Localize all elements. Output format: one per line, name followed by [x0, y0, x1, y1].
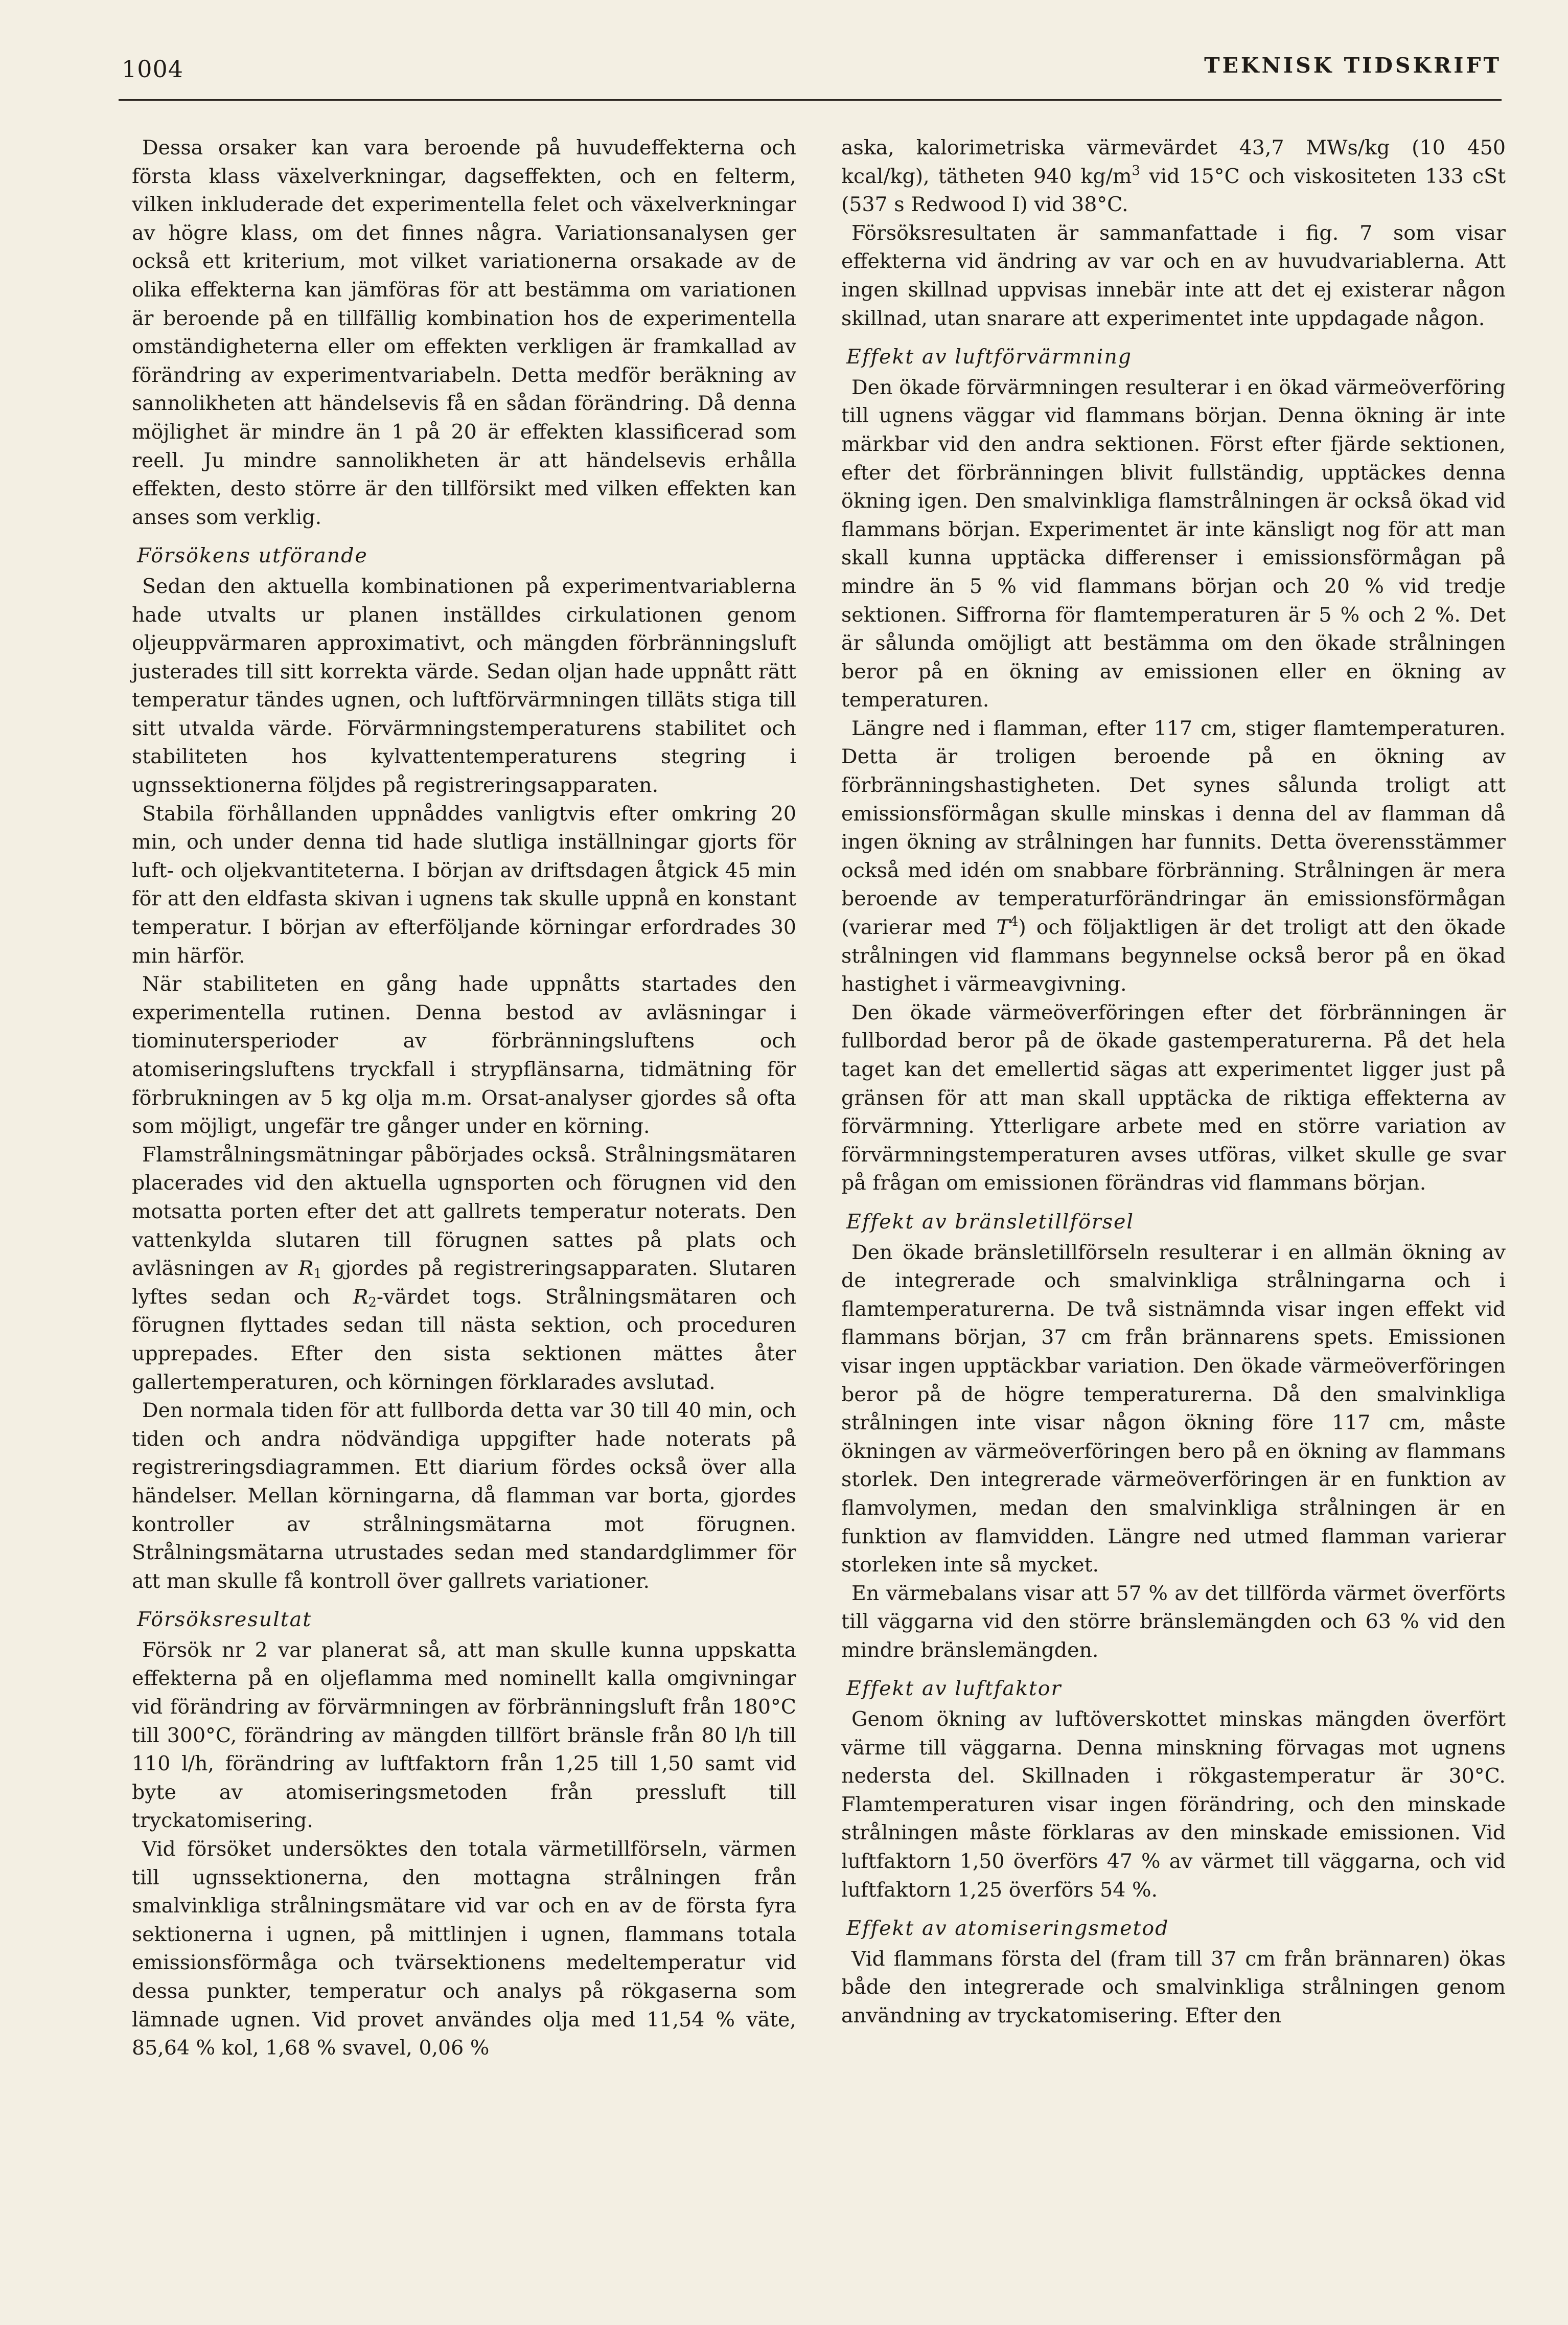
- superscript: 3: [1132, 163, 1140, 178]
- text-run: -värdet togs. Strålningsmätaren och förugnen flyttades sedan till nästa sektion, och proceduren upprepades. Efter den sista sektionen mättes åter gallertemperaturen, och körningen förklarades avslutad.: [132, 1285, 796, 1394]
- paragraph: När stabiliteten en gång hade uppnåtts startades den experimentella rutinen. Denna bestod av avläsningar i tiominutersperioder av förbränningsluftens och atomiseringsluftens tryckfall i strypflänsarna, tidmätning för förbrukningen av 5 kg olja m.m. Orsat-analyser gjordes så ofta som möjligt, ungefär tre gånger under en körning.: [132, 972, 796, 1138]
- intro-paragraph: Dessa orsaker kan vara beroende på huvudeffekterna och första klass växelverkningar, dagseffekten, och en felterm, vilken inkluderade det experimentella felet och växelverkningar av högre klass, om det finnes några. Variationsanalysen ger också ett kriterium, mot vilket variationerna orsakade av de olika effekterna kan jämföras för att bestämma om variationen är beroende på en tillfällig kombination hos de experimentella omständigheterna eller om effekten verkligen är framkallad av förändring av experimentvariabeln. Detta medför beräkning av sannolikheten att händelsevis få en sådan förändring. Då denna möjlighet är mindre än 1 på 20 är effekten klassificerad som reell. Ju mindre sannolikheten är att händelsevis erhålla effekten, desto större är den tillförsikt med vilken effekten kan anses som verklig.: [132, 136, 796, 529]
- paragraph: Den ökade bränsletillförseln resulterar i en allmän ökning av de integrerade och smalvinkliga strålningarna och i flamtemperaturerna. De två sistnämnda visar ingen effekt vid flammans början, 37 cm från brännarens spets. Emissionen visar ingen upptäckbar variation. Den ökade värmeöverföringen beror på de högre temperaturerna. Då den smalvinkliga strålningen inte visar någon ökning före 117 cm, måste ökningen av värmeöverföringen bero på en ökning av flammans storlek. Den integrerade värmeöverföringen är en funktion av flamvolymen, medan den smalvinkliga strålningen är en funktion av flamvidden. Längre ned utmed flamman varierar storleken inte så mycket.: [841, 1240, 1506, 1577]
- paragraph: Den ökade förvärmningen resulterar i en ökad värmeöverföring till ugnens väggar vid flammans början. Denna ökning är inte märkbar vid den andra sektionen. Först efter fjärde sektionen, efter det förbränningen blivit fullständig, upptäckes denna ökning igen. Den smalvinkliga flamstrålningen är också ökad vid flammans början. Experimentet är inte känsligt nog för att man skall kunna upptäcka differenser i emissionsförmågan på mindre än 5 % vid flammans början och 20 % vid tredje sektionen. Siffrorna för flamtemperaturen är 5 % och 2 %. Det är sålunda omöjligt att bestämma om den ökade strålningen beror på en ökning av emissionen eller en ökning av temperaturen.: [841, 375, 1506, 712]
- paragraph: [132, 1141, 796, 1397]
- superscript: 4: [1009, 914, 1019, 930]
- text-run: Flamstrålningsmätningar påbörjades också. Strålningsmätaren placerades vid den aktuella ugnsporten och förugnen vid den motsatta porten efter det att gallrets temperatur noterats. Den vattenkylda slutaren till förugnen sattes på plats och avläsningen av: [132, 1143, 796, 1281]
- page-number: 1004: [122, 55, 184, 83]
- left-column: [132, 134, 796, 2063]
- paragraph: Vid försöket undersöktes den totala värmetillförseln, värmen till ugnssektionerna, den mottagna strålningen från smalvinkliga strålningsmätare vid var och en av de första fyra sektionerna i ugnen, på mittlinjen i ugnen, flammans totala emissionsförmåga och tvärsektionens medeltemperatur vid dessa punkter, temperatur och analys på rökgaserna som lämnade ugnen. Vid provet användes olja med 11,54 % väte, 85,64 % kol, 1,68 % svavel, 0,06 %: [132, 1837, 796, 2060]
- paragraph: Sedan den aktuella kombinationen på experimentvariablerna hade utvalts ur planen inställdes cirkulationen genom oljeuppvärmaren approximativt, och mängden förbränningsluft justerades till sitt korrekta värde. Sedan oljan hade uppnått rätt temperatur tändes ugnen, och luftförvärmningen tilläts stiga till sitt utvalda värde. Förvärmningstemperaturens stabilitet och stabiliteten hos kylvattentemperaturens stegring i ugnssektionerna följdes på registreringsapparaten.: [132, 574, 796, 797]
- paragraph: Genom ökning av luftöverskottet minskas mängden överfört värme till väggarna. Denna minskning förvagas mot ugnens nedersta del. Skillnaden i rökgastemperatur är 30°C. Flamtemperaturen visar ingen förändring, och den minskade strålningen måste förklaras av den minskade emissionen. Vid luftfaktorn 1,50 överförs 47 % av värmet till väggarna, och vid luftfaktorn 1,25 överförs 54 %.: [841, 1707, 1506, 1902]
- right-column: [841, 134, 1506, 2031]
- header-rule: [119, 99, 1502, 101]
- text-run: ) och följaktligen är det troligt att den ökade strålningen vid flammans begynnelse också beror på en ökad hastighet i värmeavgivning.: [841, 916, 1506, 996]
- section-heading-effekt-luftfaktor: Effekt av luftfaktor: [846, 1677, 1062, 1701]
- paragraph: [841, 715, 1506, 999]
- paragraph: Stabila förhållanden uppnåddes vanligtvis efter omkring 20 min, och under denna tid hade slutliga inställningar gjorts för luft- och oljekvantiteterna. I början av driftsdagen åtgick 45 min för att den eldfasta skivan i ugnens tak skulle uppnå en konstant temperatur. I början av efterföljande körningar erfordrades 30 min härför.: [132, 802, 796, 968]
- section-heading-forsoksresultat: Försöksresultat: [137, 1608, 312, 1632]
- text-run: Längre ned i flamman, efter 117 cm, stiger flamtemperaturen. Detta är troligen beroende på en ökning av förbränningshastigheten. Det synes sålunda troligt att emissionsförmågan skulle minskas i denna del av flamman då ingen ökning av strålningen har funnits. Detta överensstämmer också med idén om snabbare förbränning. Strålningen är mera beroende av temperaturförändringar än emissionsförmågan (varierar med: [841, 716, 1506, 940]
- symbol-t: T: [996, 916, 1010, 940]
- subscript: 2: [368, 1294, 377, 1310]
- text-run: aska, kalorimetriska värmevärdet 43,7 MWs/kg (10 450 kcal/kg), tätheten 940 kg/m: [841, 136, 1506, 188]
- section-heading-forsokens-utforande: Försökens utförande: [137, 544, 368, 568]
- paragraph: Försöksresultaten är sammanfattade i fig. 7 som visar effekterna vid ändring av var och en av huvudvariablerna. Att ingen skillnad uppvisas innebär inte att det ej existerar någon skillnad, utan snarare att experimentet inte uppdagade någon.: [841, 221, 1506, 330]
- section-heading-effekt-atomiseringsmetod: Effekt av atomiseringsmetod: [846, 1917, 1169, 1941]
- paragraph: En värmebalans visar att 57 % av det tillförda värmet överförts till väggarna vid den större bränslemängden och 63 % vid den mindre bränslemängden.: [841, 1581, 1506, 1662]
- paragraph: Den ökade värmeöverföringen efter det förbränningen är fullbordad beror på de ökade gastemperaturerna. På det hela taget kan det emellertid sägas att experimentet ligger just på gränsen för att man skall upptäcka de riktiga effekterna av förvärmning. Ytterligare arbete med en större variation av förvärmningstemperaturen avses utföras, vilket skulle ge svar på frågan om emissionen förändras vid flammans början.: [841, 1000, 1506, 1195]
- symbol-r: R: [353, 1285, 368, 1309]
- text-run: gjordes på registreringsapparaten. Slutaren lyftes sedan och: [132, 1257, 796, 1309]
- text-run: vid 15°C och viskositeten 133 cSt (537 s Redwood I) vid 38°C.: [841, 164, 1506, 217]
- paragraph: [841, 134, 1506, 219]
- section-heading-effekt-bransletillforsel: Effekt av bränsletillförsel: [846, 1210, 1135, 1234]
- symbol-r: R: [298, 1257, 314, 1281]
- paragraph: Den normala tiden för att fullborda detta var 30 till 40 min, och tiden och andra nödvändiga uppgifter hade noterats på registreringsdiagrammen. Ett diarium fördes också över alla händelser. Mellan körningarna, då flamman var borta, gjordes kontroller av strålningsmätarna mot förugnen. Strålningsmätarna utrustades sedan med standardglimmer för att man skulle få kontroll över gallrets variationer.: [132, 1399, 796, 1593]
- section-heading-effekt-luftforvarmning: Effekt av luftförvärmning: [846, 345, 1133, 369]
- journal-title: TEKNISK TIDSKRIFT: [1204, 53, 1502, 78]
- subscript: 1: [313, 1266, 322, 1282]
- paragraph: Vid flammans första del (fram till 37 cm från brännaren) ökas både den integrerade och smalvinkliga strålningen genom användning av tryckatomisering. Efter den: [841, 1947, 1506, 2027]
- paragraph: Försök nr 2 var planerat så, att man skulle kunna uppskatta effekterna på en oljeflamma med nominellt kalla omgivningar vid förändring av förvärmningen av förbränningsluft från 180°C till 300°C, förändring av mängden tillfört bränsle från 80 l/h till 110 l/h, förändring av luftfaktorn från 1,25 till 1,50 samt vid byte av atomiseringsmetoden från pressluft till tryckatomisering.: [132, 1638, 796, 1833]
